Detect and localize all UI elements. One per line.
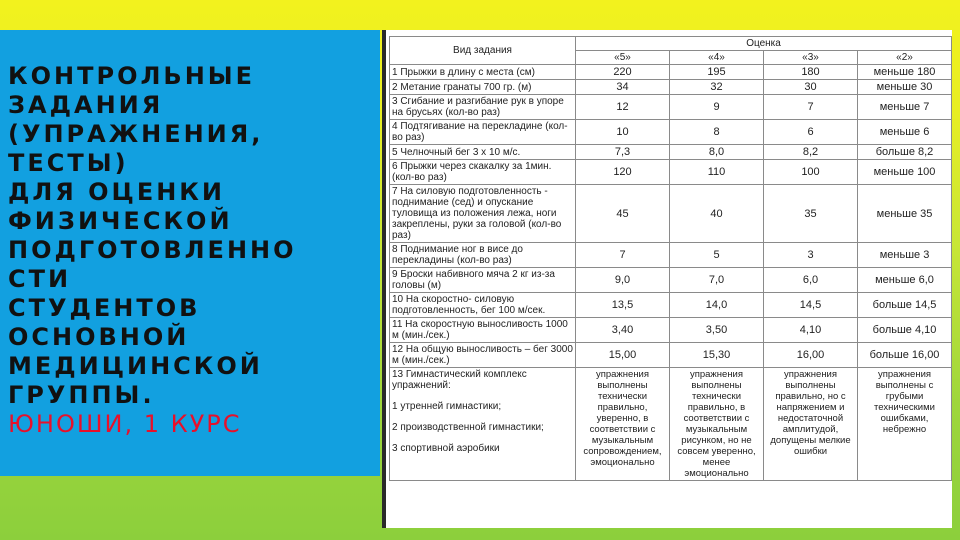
grade-value-cell: 7,3 (576, 145, 670, 160)
task-cell: 1 Прыжки в длину с места (см) (390, 65, 576, 80)
title-line-last (8, 381, 380, 410)
task-cell: 2 Метание гранаты 700 гр. (м) (390, 80, 576, 95)
grade-value-cell: 32 (670, 80, 764, 95)
grade-2: «2» (858, 51, 952, 65)
grade-value-cell: больше 16,00 (858, 343, 952, 368)
slide-title (8, 62, 380, 439)
grade-value-cell: меньше 6,0 (858, 268, 952, 293)
task-cell: 3 Сгибание и разгибание рук в упоре на брусьях (кол-во раз) (390, 95, 576, 120)
grade-value-cell: 100 (764, 160, 858, 185)
table-row (390, 160, 952, 185)
grade-value-cell: больше 14,5 (858, 293, 952, 318)
title-dot: . (142, 381, 155, 409)
table-row (390, 95, 952, 120)
grade-value-cell: 34 (576, 80, 670, 95)
grade-value-cell: 6,0 (764, 268, 858, 293)
grade-value-cell: 7 (764, 95, 858, 120)
grade-value-cell: 7 (576, 243, 670, 268)
grade-value-cell: 6 (764, 120, 858, 145)
gym-task-line: 3 спортивной аэробики (392, 443, 500, 454)
grade-value-cell: меньше 7 (858, 95, 952, 120)
grade-value-cell: 8,2 (764, 145, 858, 160)
grade-value-cell: 3,40 (576, 318, 670, 343)
grade-value-cell: 30 (764, 80, 858, 95)
grade-value-cell: 220 (576, 65, 670, 80)
grade-value-cell: 120 (576, 160, 670, 185)
grade-value-cell: 12 (576, 95, 670, 120)
gym-task-line: 2 производственной гимнастики; (392, 422, 544, 433)
gym-grade-2: упражнения выполнены с грубыми техническими ошибками, небрежно (858, 368, 952, 481)
grade-value-cell: 3,50 (670, 318, 764, 343)
table-body (390, 65, 952, 481)
grade-value-cell: 45 (576, 185, 670, 243)
task-cell: 11 На скоростную выносливость 1000 м (мин./сек.) (390, 318, 576, 343)
task-cell: 8 Поднимание ног в висе до перекладины (кол-во раз) (390, 243, 576, 268)
gym-task-line: 1 утренней гимнастики; (392, 401, 502, 412)
title-line: СТИ (8, 265, 72, 293)
task-cell: 5 Челночный бег 3 х 10 м/с. (390, 145, 576, 160)
table-row (390, 120, 952, 145)
grade-value-cell: 4,10 (764, 318, 858, 343)
grade-value-cell: 3 (764, 243, 858, 268)
grade-value-cell: 195 (670, 65, 764, 80)
grade-value-cell: 9 (670, 95, 764, 120)
header-grade: Оценка (576, 37, 952, 51)
grade-value-cell: больше 4,10 (858, 318, 952, 343)
task-cell: 6 Прыжки через скакалку за 1мин. (кол-во раз) (390, 160, 576, 185)
table-row (390, 80, 952, 95)
grade-value-cell: 8,0 (670, 145, 764, 160)
grade-value-cell: 180 (764, 65, 858, 80)
task-cell: 12 На общую выносливость – бег 3000 м (мин./сек.) (390, 343, 576, 368)
title-line: (УПРАЖНЕНИЯ, (8, 120, 264, 148)
table-row (390, 145, 952, 160)
grade-3: «3» (764, 51, 858, 65)
grade-value-cell: 110 (670, 160, 764, 185)
header-task: Вид задания (390, 37, 576, 65)
grade-4: «4» (670, 51, 764, 65)
grade-value-cell: 9,0 (576, 268, 670, 293)
grade-value-cell: меньше 100 (858, 160, 952, 185)
table-row-gym (390, 368, 952, 481)
grade-value-cell: меньше 3 (858, 243, 952, 268)
gym-grade-4: упражнения выполнены технически правильно, в соответствии с музыкальным рисунком, но не совсем уверенно, менее эмоционально (670, 368, 764, 481)
title-line: ДЛЯ ОЦЕНКИ (8, 178, 225, 206)
title-line: ПОДГОТОВЛЕННО (8, 236, 297, 264)
title-line: МЕДИЦИНСКОЙ (8, 352, 263, 380)
grade-value-cell: 7,0 (670, 268, 764, 293)
task-cell: 4 Подтягивание на перекладине (кол-во раз) (390, 120, 576, 145)
grade-value-cell: 10 (576, 120, 670, 145)
table-row (390, 185, 952, 243)
gym-task-cell (390, 368, 576, 481)
title-line: ОСНОВНОЙ (8, 323, 190, 351)
title-line: ЗАДАНИЯ (8, 91, 164, 119)
gym-grade-3: упражнения выполнены правильно, но с напряжением и недостаточной амплитудой, допущены мелкие ошибки (764, 368, 858, 481)
title-line: КОНТРОЛЬНЫЕ (8, 62, 256, 90)
norms-table (389, 36, 952, 481)
grade-value-cell: 16,00 (764, 343, 858, 368)
grade-value-cell: 14,5 (764, 293, 858, 318)
table-row (390, 65, 952, 80)
grade-value-cell: меньше 6 (858, 120, 952, 145)
grade-value-cell: 14,0 (670, 293, 764, 318)
slide-subtitle: ЮНОШИ, 1 КУРС (8, 410, 242, 438)
title-line: ТЕСТЫ) (8, 149, 129, 177)
table-row (390, 318, 952, 343)
grade-value-cell: больше 8,2 (858, 145, 952, 160)
grade-5: «5» (576, 51, 670, 65)
gym-task-line: 13 Гимнастический комплекс упражнений: (392, 369, 527, 391)
norms-table-container (382, 30, 952, 528)
task-cell: 10 На скоростно- силовую подготовленность, бег 100 м/сек. (390, 293, 576, 318)
title-line-text: ГРУППЫ (8, 381, 143, 409)
grade-value-cell: 8 (670, 120, 764, 145)
table-row (390, 243, 952, 268)
table-row (390, 268, 952, 293)
title-line: СТУДЕНТОВ (8, 294, 201, 322)
gym-grade-5: упражнения выполнены технически правильно, уверенно, в соответствии с музыкальным сопровождением, эмоционально (576, 368, 670, 481)
grade-value-cell: 5 (670, 243, 764, 268)
grade-value-cell: 15,00 (576, 343, 670, 368)
table-row (390, 293, 952, 318)
grade-value-cell: 15,30 (670, 343, 764, 368)
grade-value-cell: меньше 35 (858, 185, 952, 243)
table-header-row (390, 37, 952, 51)
table-row (390, 343, 952, 368)
grade-value-cell: 40 (670, 185, 764, 243)
grade-value-cell: 13,5 (576, 293, 670, 318)
title-line: ФИЗИЧЕСКОЙ (8, 207, 233, 235)
task-cell: 9 Броски набивного мяча 2 кг из-за головы (м) (390, 268, 576, 293)
task-cell: 7 На силовую подготовленность - поднимание (сед) и опускание туловища из положения лежа, ноги закреплены, руки за головой (кол-во раз) (390, 185, 576, 243)
grade-value-cell: меньше 180 (858, 65, 952, 80)
grade-value-cell: меньше 30 (858, 80, 952, 95)
grade-value-cell: 35 (764, 185, 858, 243)
